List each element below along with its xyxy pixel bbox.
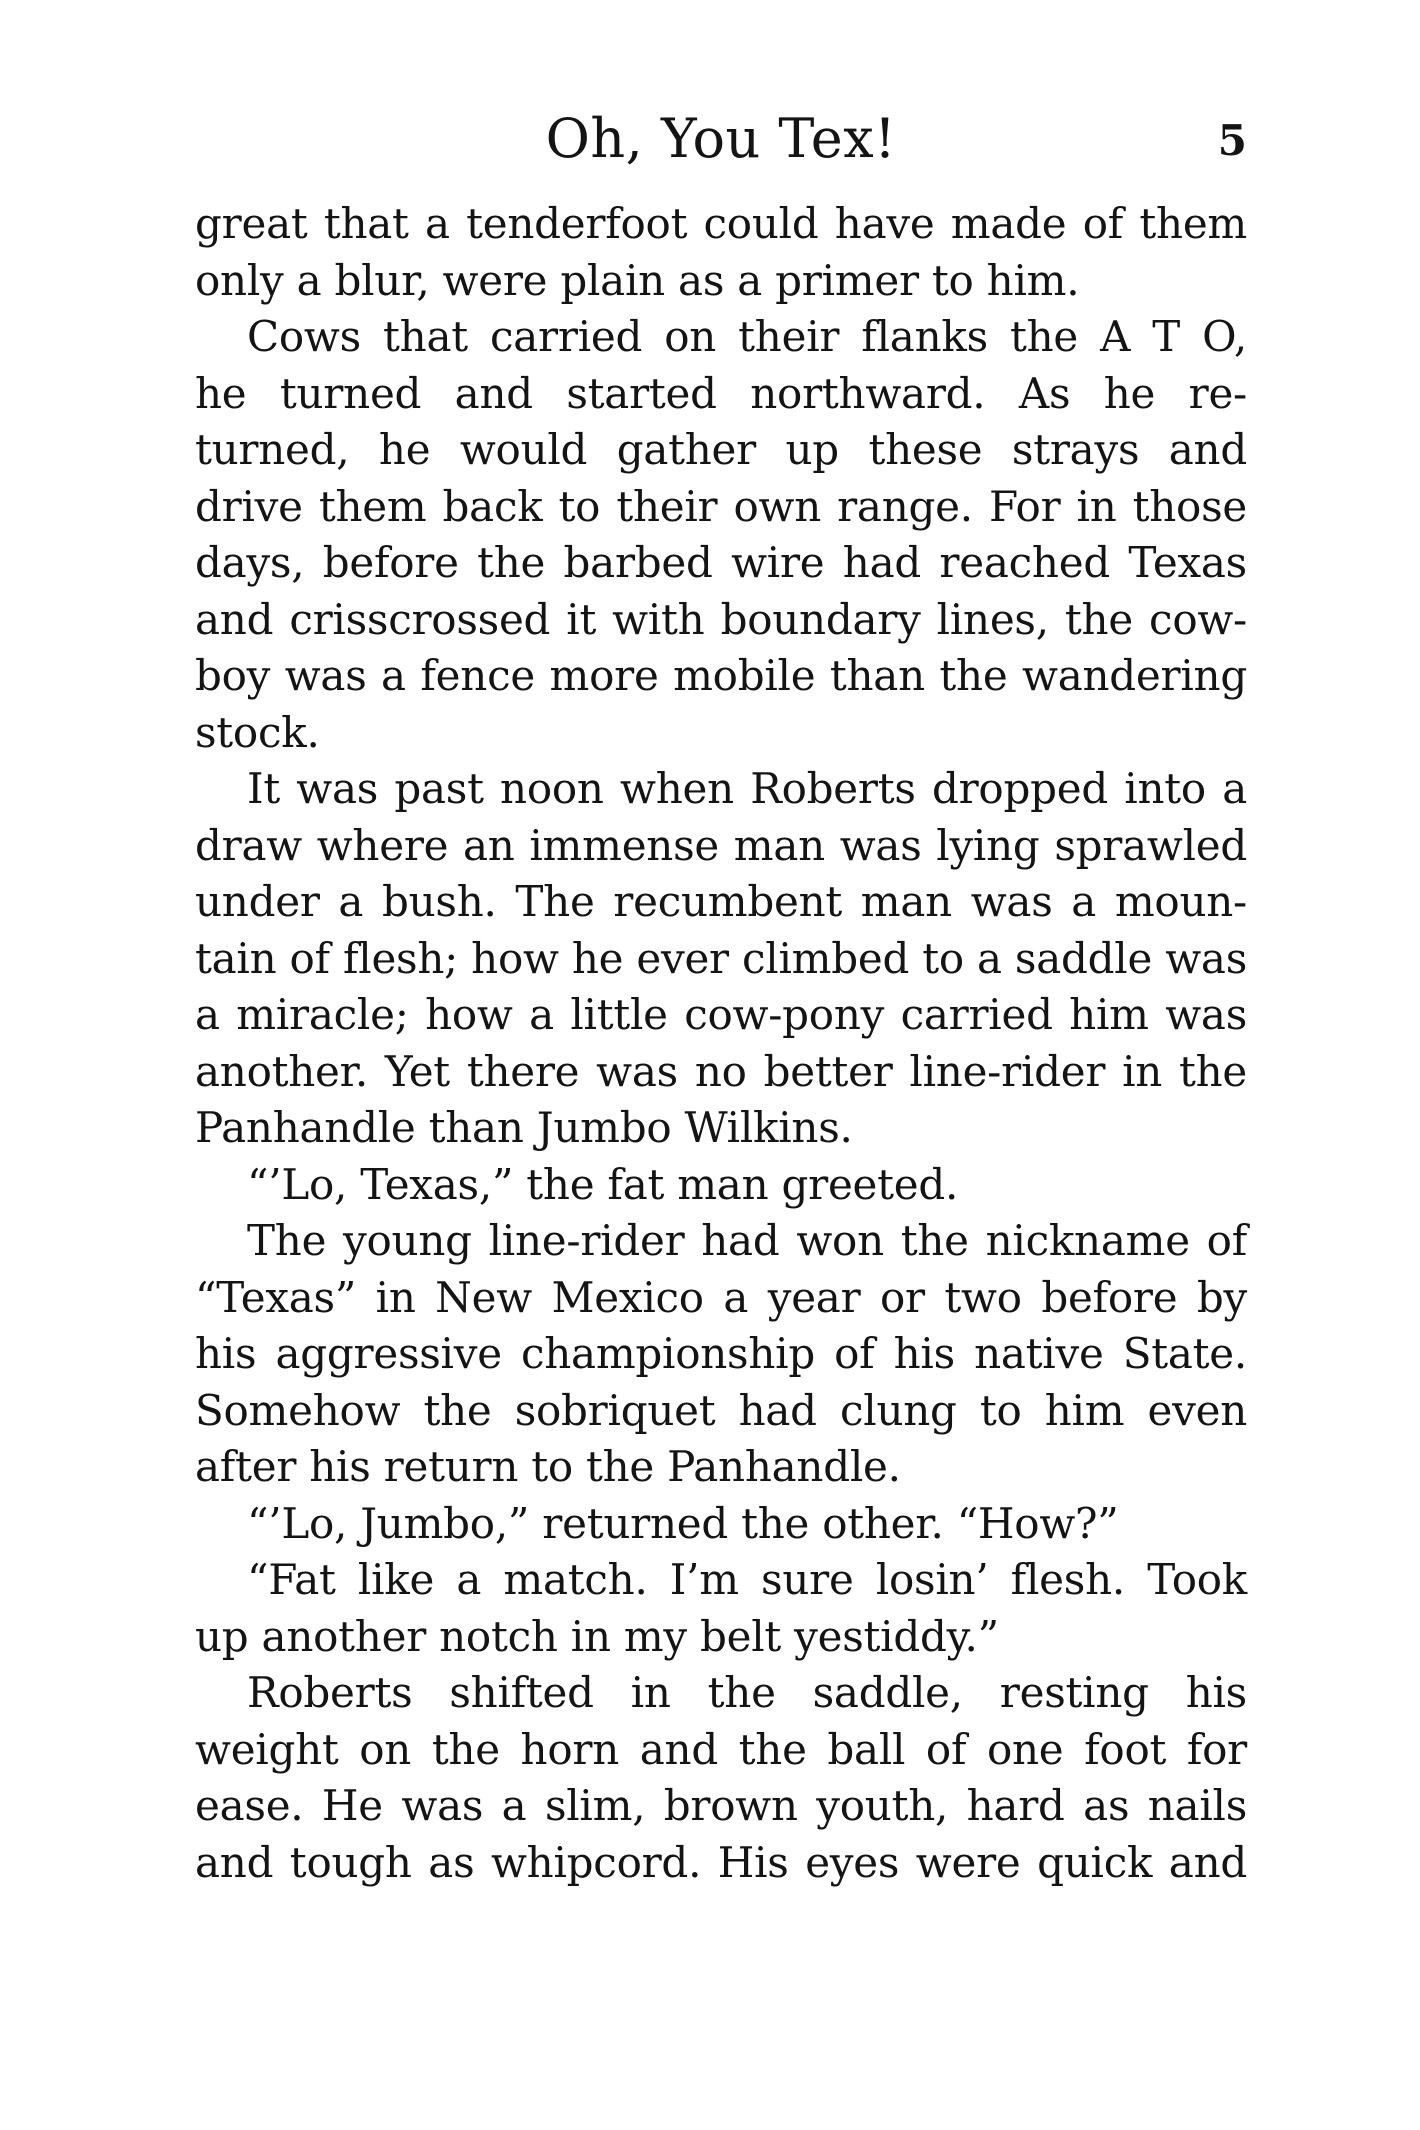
text-line: Panhandle than Jumbo Wilkins. <box>195 1103 853 1152</box>
text-line: stock. <box>195 707 320 757</box>
text-line: only a blur, were plain as a primer to him. <box>195 255 1080 305</box>
text-line: Cows that carried on their flanks the A T O, <box>247 312 1247 361</box>
text-line: “Fat like a match. I’m sure losin’ flesh. Took <box>247 1555 1247 1604</box>
text-line: and crisscrossed it with boundary lines, the cow- <box>195 594 1247 644</box>
text-line: “’Lo, Texas,” the fat man greeted. <box>247 1159 959 1209</box>
text-line: tain of flesh; how he ever climbed to a saddle was <box>195 933 1247 983</box>
text-line: he turned and started northward. As he re- <box>195 368 1247 418</box>
running-title: Oh, You Tex! <box>545 107 897 170</box>
body-text <box>195 196 1247 1891</box>
text-line: The young line-rider had won the nickname of <box>247 1216 1247 1265</box>
text-line: Roberts shifted in the saddle, resting his <box>247 1668 1247 1717</box>
page-number: 5 <box>1217 116 1247 165</box>
text-line: a miracle; how a little cow-pony carried him was <box>195 990 1247 1039</box>
text-line: another. Yet there was no better line-rider in the <box>195 1046 1247 1096</box>
text-line: Somehow the sobriquet had clung to him even <box>195 1385 1247 1435</box>
text-line: his aggressive championship of his native State. <box>195 1329 1247 1378</box>
text-line: draw where an immense man was lying sprawled <box>195 820 1247 870</box>
text-line: and tough as whipcord. His eyes were quick and <box>195 1837 1247 1887</box>
text-line: boy was a fence more mobile than the wandering <box>195 651 1247 700</box>
text-line: great that a tenderfoot could have made of them <box>195 199 1247 248</box>
text-line: under a bush. The recumbent man was a moun- <box>195 877 1247 926</box>
text-line: “’Lo, Jumbo,” returned the other. “How?” <box>247 1498 1119 1548</box>
text-line: up another notch in my belt yestiddy.” <box>195 1611 999 1661</box>
text-line: after his return to the Panhandle. <box>195 1442 901 1491</box>
text-line: weight on the horn and the ball of one foot for <box>195 1724 1247 1774</box>
text-line: It was past noon when Roberts dropped into a <box>247 764 1247 813</box>
running-head <box>195 102 1247 176</box>
text-line: days, before the barbed wire had reached Texas <box>195 538 1247 587</box>
text-line: drive them back to their own range. For in those <box>195 481 1247 531</box>
text-line: “Texas” in New Mexico a year or two before by <box>195 1272 1247 1322</box>
text-line: turned, he would gather up these strays and <box>195 425 1247 474</box>
text-line: ease. He was a slim, brown youth, hard as nails <box>195 1781 1247 1830</box>
